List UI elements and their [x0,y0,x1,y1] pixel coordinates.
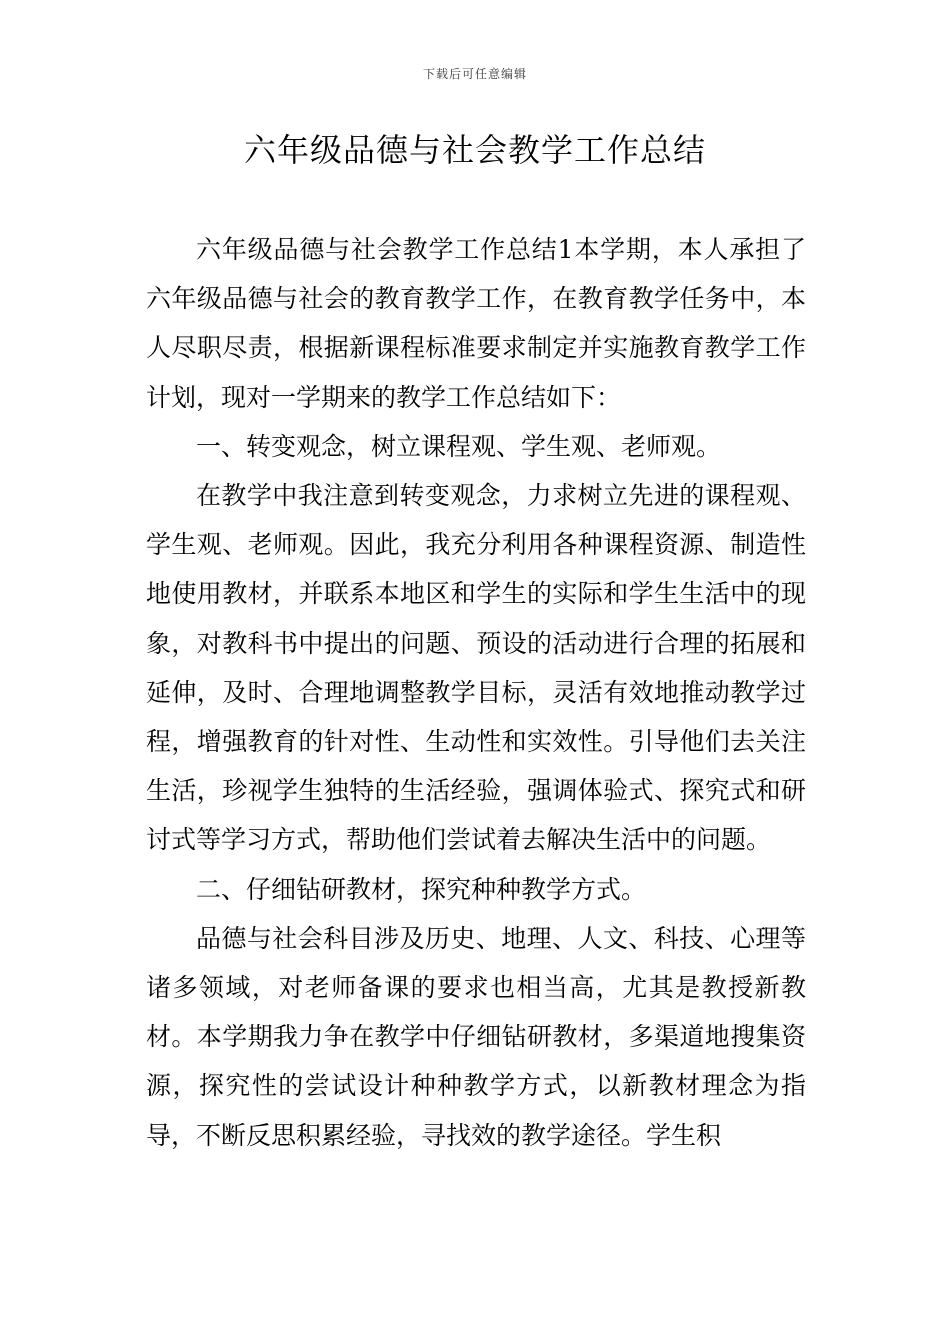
paragraph-section-1: 在教学中我注意到转变观念，力求树立先进的课程观、学生观、老师观。因此，我充分利用各种课程资源、制造性地使用教材，并联系本地区和学生的实际和学生生活中的现象，对教科书中提出的问题、预设的活动进行合理的拓展和延伸，及时、合理地调整教学目标，灵活有效地推动教学过程，增强教育的针对性、生动性和实效性。引导他们去关注生活，珍视学生独特的生活经验，强调体验式、探究式和研讨式等学习方式，帮助他们尝试着去解决生活中的问题。 [146,481,806,855]
document-body [146,225,806,1160]
document-title: 六年级品德与社会教学工作总结 [243,131,706,169]
header-note: 下载后可任意编辑 [422,67,527,81]
paragraph-section-2: 品德与社会科目涉及历史、地理、人文、科技、心理等诸多领域，对老师备课的要求也相当高，尤其是教授新教材。本学期我力争在教学中仔细钻研教材，多渠道地搜集资源，探究性的尝试设计种种教学方式，以新教材理念为指导，不断反思积累经验，寻找效的教学途径。学生积 [146,923,806,1150]
section-heading-2: 二、仔细钻研教材，探究种种教学方式。 [196,874,647,904]
paragraph-intro: 六年级品德与社会教学工作总结1本学期，本人承担了六年级品德与社会的教育教学工作，在教育教学任务中，本人尽职尽责，根据新课程标准要求制定并实施教育教学工作计划，现对一学期来的教学工作总结如下： [146,235,806,412]
section-heading-1: 一、转变观念，树立课程观、学生观、老师观。 [196,431,722,461]
